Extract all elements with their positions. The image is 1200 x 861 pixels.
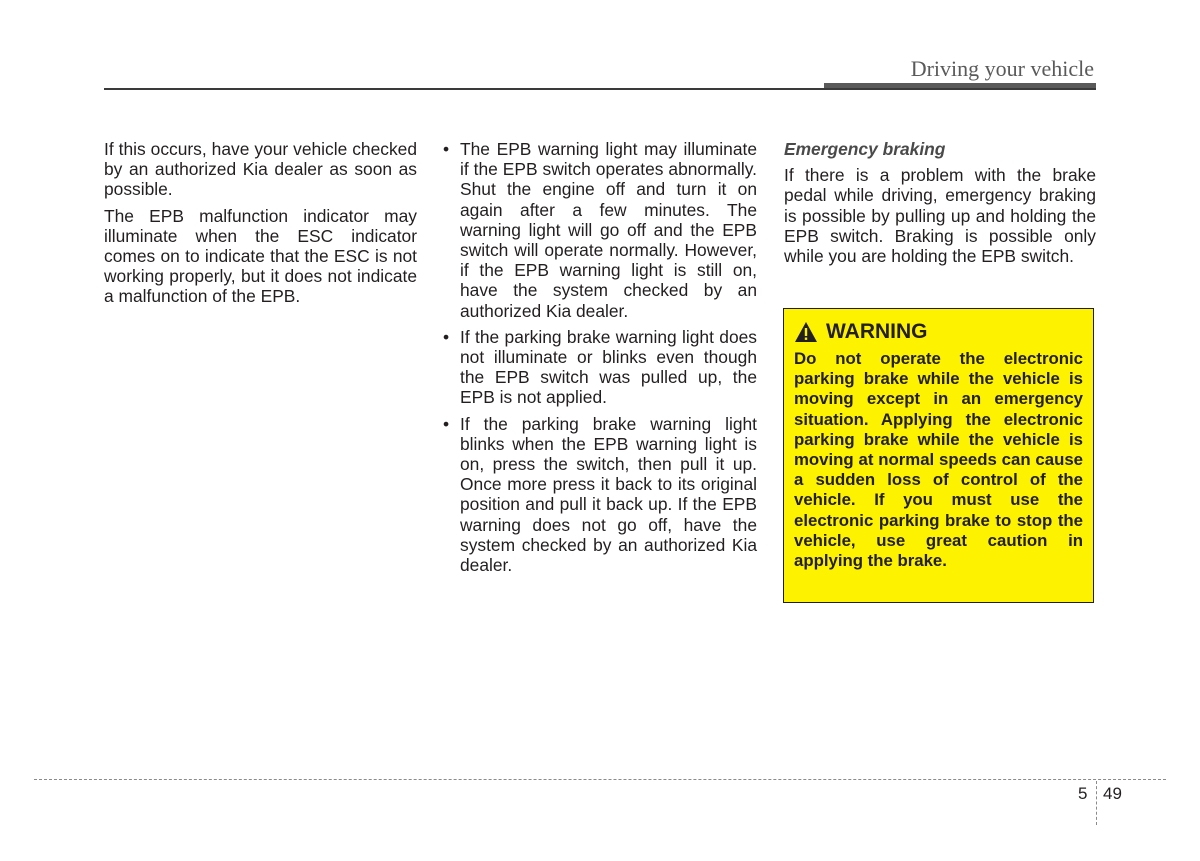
warning-box (783, 308, 1094, 603)
paragraph: If there is a problem with the brake pedal while driving, emergency braking is possible by pulling up and holding the EPB switch. Braking is possible only while you are holding the EPB switch. (784, 165, 1096, 267)
column-right (784, 139, 1096, 272)
paragraph: If this occurs, have your vehicle checked by an authorized Kia dealer as soon as possible. (104, 139, 417, 200)
page-number: 49 (1103, 784, 1122, 803)
paragraph: The EPB malfunction indicator may illuminate when the ESC indicator comes on to indicate that the ESC is not working properly, but it does not indicate a malfunction of the EPB. (104, 205, 417, 307)
column-middle (441, 139, 757, 581)
list-item: • If the parking brake warning light blinks when the EPB warning light is on, press the switch, then pull it up. Once more press it back to its original position and pull it back up. If the EPB warning does not go off, have the system checked by an authorized Kia dealer. (441, 414, 757, 576)
chapter-number: 5 (1078, 784, 1088, 803)
section-title: Driving your vehicle (910, 56, 1094, 81)
column-left (104, 139, 417, 313)
list-item: • The EPB warning light may illuminate if the EPB switch operates abnormally. Shut the engine off and turn it on again after a few minutes. The warning light will go off and the EPB switch will operate normally. However, if the EPB warning light is still on, have the system checked by an authorized Kia dealer. (441, 139, 757, 321)
list-item: • If the parking brake warning light does not illuminate or blinks even though the EPB switch was pulled up, the EPB is not applied. (441, 327, 757, 408)
header-rule (104, 88, 1096, 90)
warning-triangle-icon (794, 321, 818, 343)
emergency-braking-heading: Emergency braking (784, 139, 946, 159)
warning-title (794, 319, 1083, 345)
footer-rule (34, 779, 1166, 780)
warning-label: WARNING (826, 320, 928, 343)
warning-text: Do not operate the electronic parking brake while the vehicle is moving except in an emergency situation. Applying the electronic parking brake while the vehicle is moving at normal speeds can cause a sudden loss of control of the vehicle. If you must use the electronic parking brake to stop the vehicle, use great caution in applying the brake. (794, 349, 1083, 571)
bullet-list (441, 139, 757, 575)
footer-divider (1096, 781, 1097, 825)
